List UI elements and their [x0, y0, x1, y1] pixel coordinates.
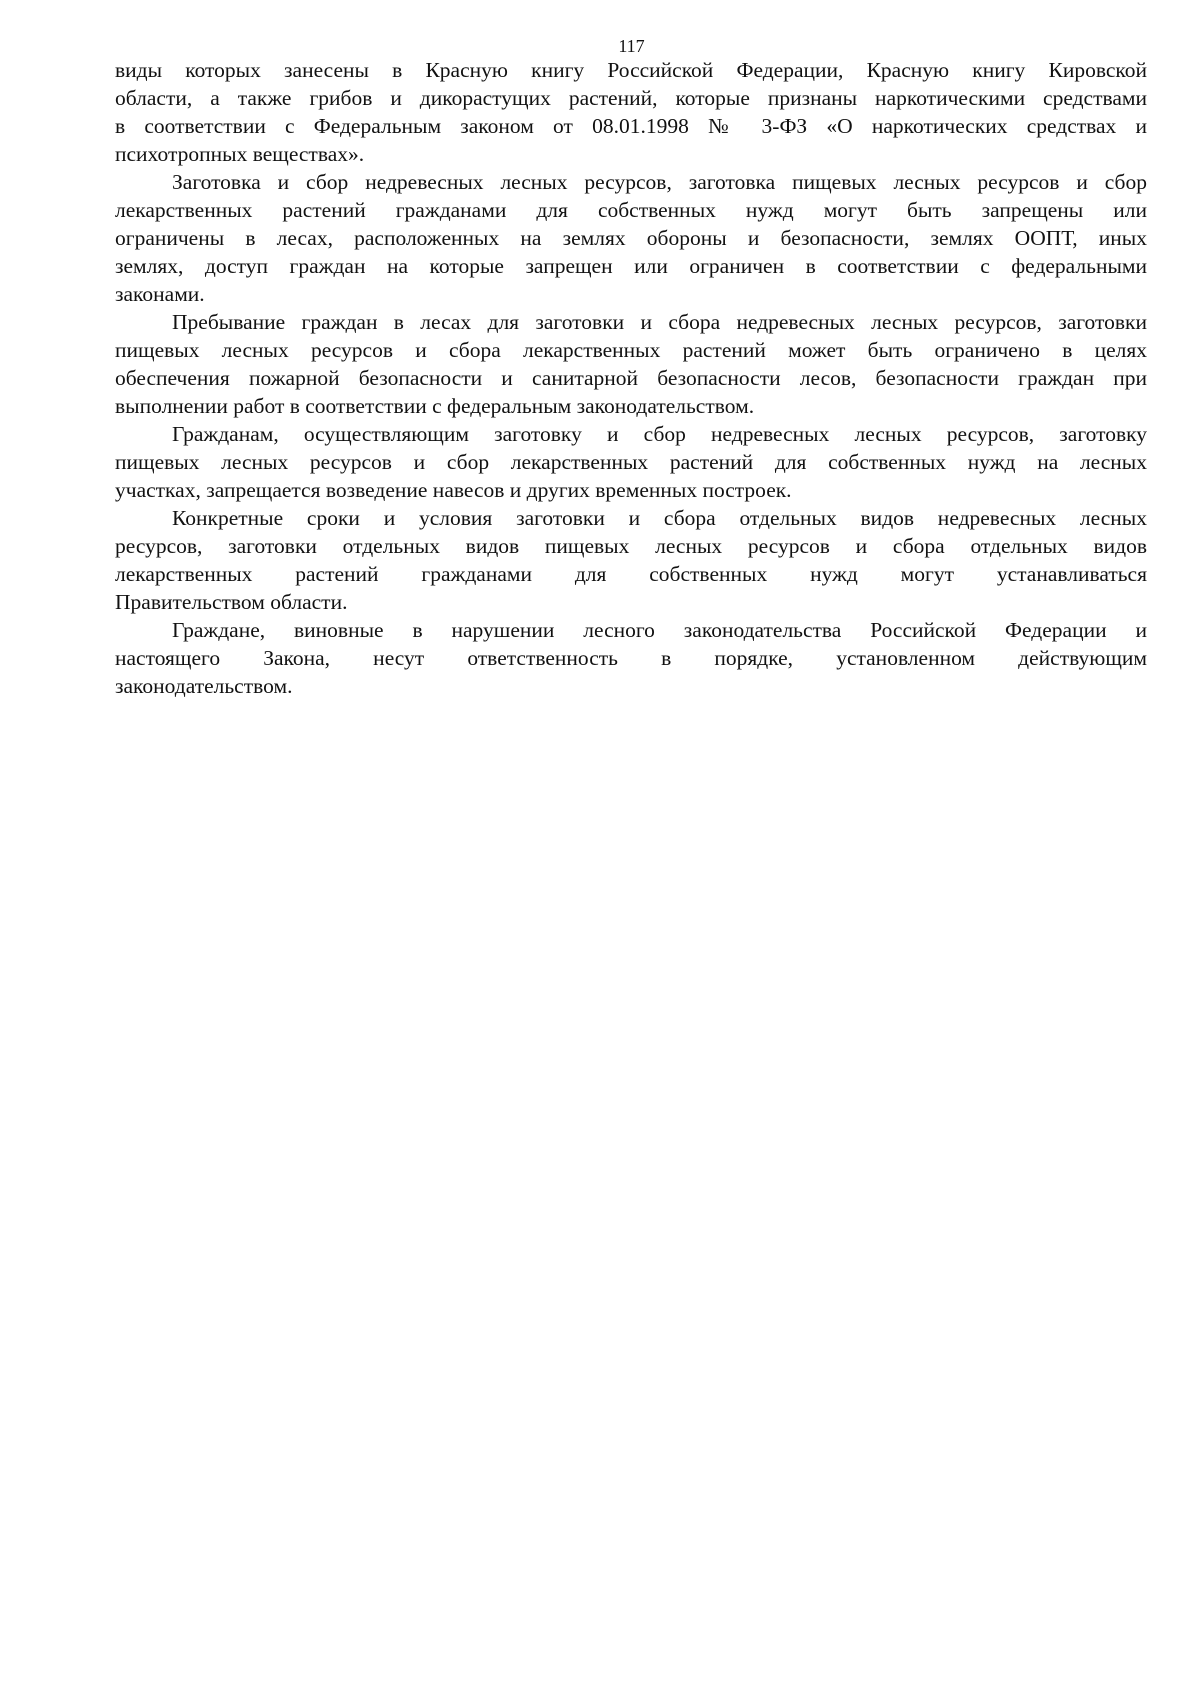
- text-line: настоящего Закона, несут ответственность в порядке, установленном действующим: [115, 646, 1147, 670]
- text-line: Пребывание граждан в лесах для заготовки и сбора недревесных лесных ресурсов, заготовки: [172, 310, 1147, 334]
- paragraph: [115, 420, 1147, 504]
- text-line: Конкретные сроки и условия заготовки и сбора отдельных видов недревесных лесных: [172, 506, 1147, 530]
- text-line: Правительством области.: [115, 590, 348, 614]
- page-number: 117: [618, 36, 645, 56]
- paragraph: [115, 504, 1147, 616]
- text-line: ограничены в лесах, расположенных на землях обороны и безопасности, землях ООПТ, иных: [115, 226, 1147, 250]
- text-line: законами.: [115, 282, 205, 306]
- text-line: участках, запрещается возведение навесов и других временных построек.: [115, 478, 792, 502]
- text-line: в соответствии с Федеральным законом от 08.01.1998 № 3-ФЗ «О наркотических средствах и: [115, 114, 1147, 138]
- text-line: лекарственных растений гражданами для собственных нужд могут быть запрещены или: [115, 198, 1147, 222]
- paragraph: [115, 308, 1147, 420]
- document-body: [115, 56, 1147, 700]
- text-line: обеспечения пожарной безопасности и санитарной безопасности лесов, безопасности граждан при: [115, 366, 1147, 390]
- text-line: Заготовка и сбор недревесных лесных ресурсов, заготовка пищевых лесных ресурсов и сбор: [172, 170, 1147, 194]
- paragraph: [115, 616, 1147, 700]
- text-line: пищевых лесных ресурсов и сбор лекарственных растений для собственных нужд на лесных: [115, 450, 1147, 474]
- text-line: виды которых занесены в Красную книгу Российской Федерации, Красную книгу Кировской: [115, 58, 1147, 82]
- text-line: области, а также грибов и дикорастущих растений, которые признаны наркотическими средствами: [115, 86, 1147, 110]
- text-line: законодательством.: [115, 674, 293, 698]
- text-line: психотропных веществах».: [115, 142, 365, 166]
- text-line: выполнении работ в соответствии с федеральным законодательством.: [115, 394, 755, 418]
- text-line: пищевых лесных ресурсов и сбора лекарственных растений может быть ограничено в целях: [115, 338, 1147, 362]
- text-line: Граждане, виновные в нарушении лесного законодательства Российской Федерации и: [172, 618, 1147, 642]
- text-line: землях, доступ граждан на которые запрещен или ограничен в соответствии с федеральными: [115, 254, 1147, 278]
- text-line: лекарственных растений гражданами для собственных нужд могут устанавливаться: [115, 562, 1147, 586]
- paragraph: [115, 56, 1147, 168]
- paragraph: [115, 168, 1147, 308]
- text-line: ресурсов, заготовки отдельных видов пищевых лесных ресурсов и сбора отдельных видов: [115, 534, 1147, 558]
- text-line: Гражданам, осуществляющим заготовку и сбор недревесных лесных ресурсов, заготовку: [172, 422, 1147, 446]
